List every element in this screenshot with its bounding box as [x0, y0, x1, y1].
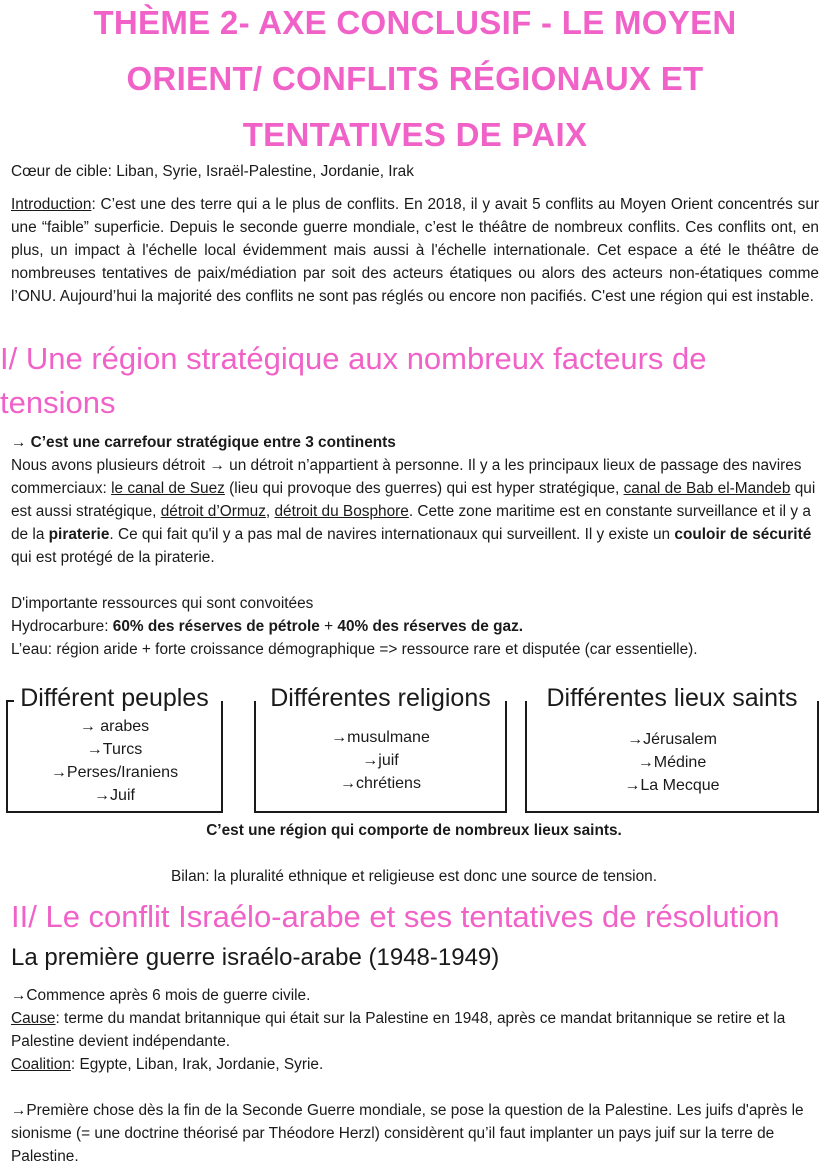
page-title [20, 0, 810, 163]
list-item: →juif [362, 752, 399, 769]
plus-sign: + [319, 618, 338, 635]
section-2-subheading: La première guerre israélo-arabe (1948-1949) [11, 944, 500, 971]
security-corridor-term: couloir de sécurité [674, 526, 812, 543]
section-2-heading: II/ Le conflit Israélo-arabe et ses tentatives de résolution [11, 899, 780, 934]
war-start-line: →Commence après 6 mois de guerre civile. [11, 987, 311, 1004]
peoples-box-title: Différent peuples [20, 684, 209, 712]
list-item: →chrétiens [340, 775, 421, 792]
oil-reserves: 60% des réserves de pétrole [112, 618, 320, 635]
hydrocarbon-label: Hydrocarbure: [11, 618, 113, 635]
religions-box-title: Différentes religions [270, 684, 491, 712]
peoples-list [8, 715, 221, 807]
piracy-term: piraterie [48, 526, 110, 543]
section-1-heading-line-2: tensions [0, 385, 116, 420]
list-item: →La Mecque [624, 777, 720, 794]
palestine-question-paragraph: →Première chose dès la fin de la Seconde Guerre mondiale, se pose la question de la Palestine. Les juifs d'après le sionisme (= une doctrine théorisé par Théodore Herzl) considèrent qu’il faut implanter un pays juif sur la terre de Palestine. [11, 1102, 804, 1165]
title-line-1: THÈME 2- AXE CONCLUSIF - LE MOYEN [93, 4, 737, 41]
cause-text: : terme du mandat britannique qui était sur la Palestine en 1948, après ce mandat britannique se retire et la Palestine devient indépendante. [11, 1010, 786, 1050]
target-countries: Cœur de cible: Liban, Syrie, Israël-Palestine, Jordanie, Irak [11, 163, 414, 180]
holy-places-box-title: Différentes lieux saints [546, 684, 798, 712]
ormuz-strait: détroit d’Ormuz [160, 503, 266, 520]
straits-text-c: qui est aussi stratégique, [11, 480, 816, 520]
list-item: → arabes [79, 718, 150, 735]
straits-paragraph [11, 454, 819, 569]
religions-list [256, 726, 505, 795]
straits-text-f: . Ce qui fait qu'il y a pas mal de navires internationaux qui surveillent. Il y existe un [109, 526, 675, 543]
holy-places-list [527, 728, 817, 797]
straits-text-g: qui est protégé de la piraterie. [11, 549, 215, 566]
straits-text-e: . Cette zone maritime est en constante surveillance et il y a de la [11, 503, 811, 543]
list-item: →Juif [94, 787, 135, 804]
list-item: →Turcs [86, 741, 143, 758]
title-line-3: TENTATIVES DE PAIX [242, 116, 588, 153]
bilan-statement: Bilan: la pluralité ethnique et religieuse est donc une source de tension. [171, 868, 657, 885]
straits-text-b: (lieu qui provoque des guerres) qui est hyper stratégique, [224, 480, 624, 497]
coalition-label: Coalition [11, 1056, 71, 1073]
cause-paragraph [11, 1007, 819, 1053]
list-item: →Perses/Iraniens [50, 764, 179, 781]
hydrocarbon-line [11, 615, 819, 638]
straits-text-a: Nous avons plusieurs détroit → un détroit n’appartient à personne. Il y a les principaux lieux de passage des navires commerciaux: [11, 457, 802, 497]
resources-line: D'importante ressources qui sont convoitées [11, 595, 314, 612]
suez-canal: le canal de Suez [111, 480, 225, 497]
section-1-heading-line-1: I/ Une région stratégique aux nombreux facteurs de [0, 341, 707, 376]
religions-box [254, 684, 507, 813]
introduction-paragraph [11, 193, 819, 308]
coalition-text: : Egypte, Liban, Irak, Jordanie, Syrie. [70, 1056, 324, 1073]
holy-places-statement: C’est une région qui comporte de nombreux lieux saints. [206, 822, 622, 839]
bab-el-mandeb: canal de Bab el-Mandeb [623, 480, 791, 497]
straits-text-d: , [265, 503, 275, 520]
list-item: →Jérusalem [627, 731, 717, 748]
introduction-text: : C’est une des terre qui a le plus de conflits. En 2018, il y avait 5 conflits au Moyen Orient concentrés sur une “faible” superficie. Depuis le seconde guerre mondiale, c’est le théâtre de nombreux conflits. Ces conflits ont, en plus, un impact à l'échelle local évidemment mais aussi à l'échelle internationale. Cet espace a été le théâtre de nombreuses tentatives de paix/médiation par soit des acteurs étatiques ou alors des acteurs non-étatiques comme l’ONU. Aujourd’hui la majorité des conflits ne sont pas réglés ou encore non pacifiés. C'est une région qui est instable. [11, 196, 819, 305]
title-line-2: ORIENT/ CONFLITS RÉGIONAUX ET [126, 60, 704, 97]
bosphorus-strait: détroit du Bosphore [274, 503, 409, 520]
water-line: L’eau: région aride + forte croissance démographique => ressource rare et disputée (car essentielle). [11, 641, 698, 658]
section-1-heading [0, 337, 707, 425]
cause-label: Cause [11, 1010, 56, 1027]
list-item: →musulmane [331, 729, 430, 746]
holy-places-box [525, 684, 819, 813]
coalition-line [11, 1053, 819, 1076]
introduction-label: Introduction [11, 196, 92, 213]
crossroads-statement: → C’est une carrefour stratégique entre 3 continents [11, 434, 396, 451]
list-item: →Médine [637, 754, 707, 771]
peoples-box [6, 684, 223, 813]
gas-reserves: 40% des réserves de gaz. [337, 618, 524, 635]
